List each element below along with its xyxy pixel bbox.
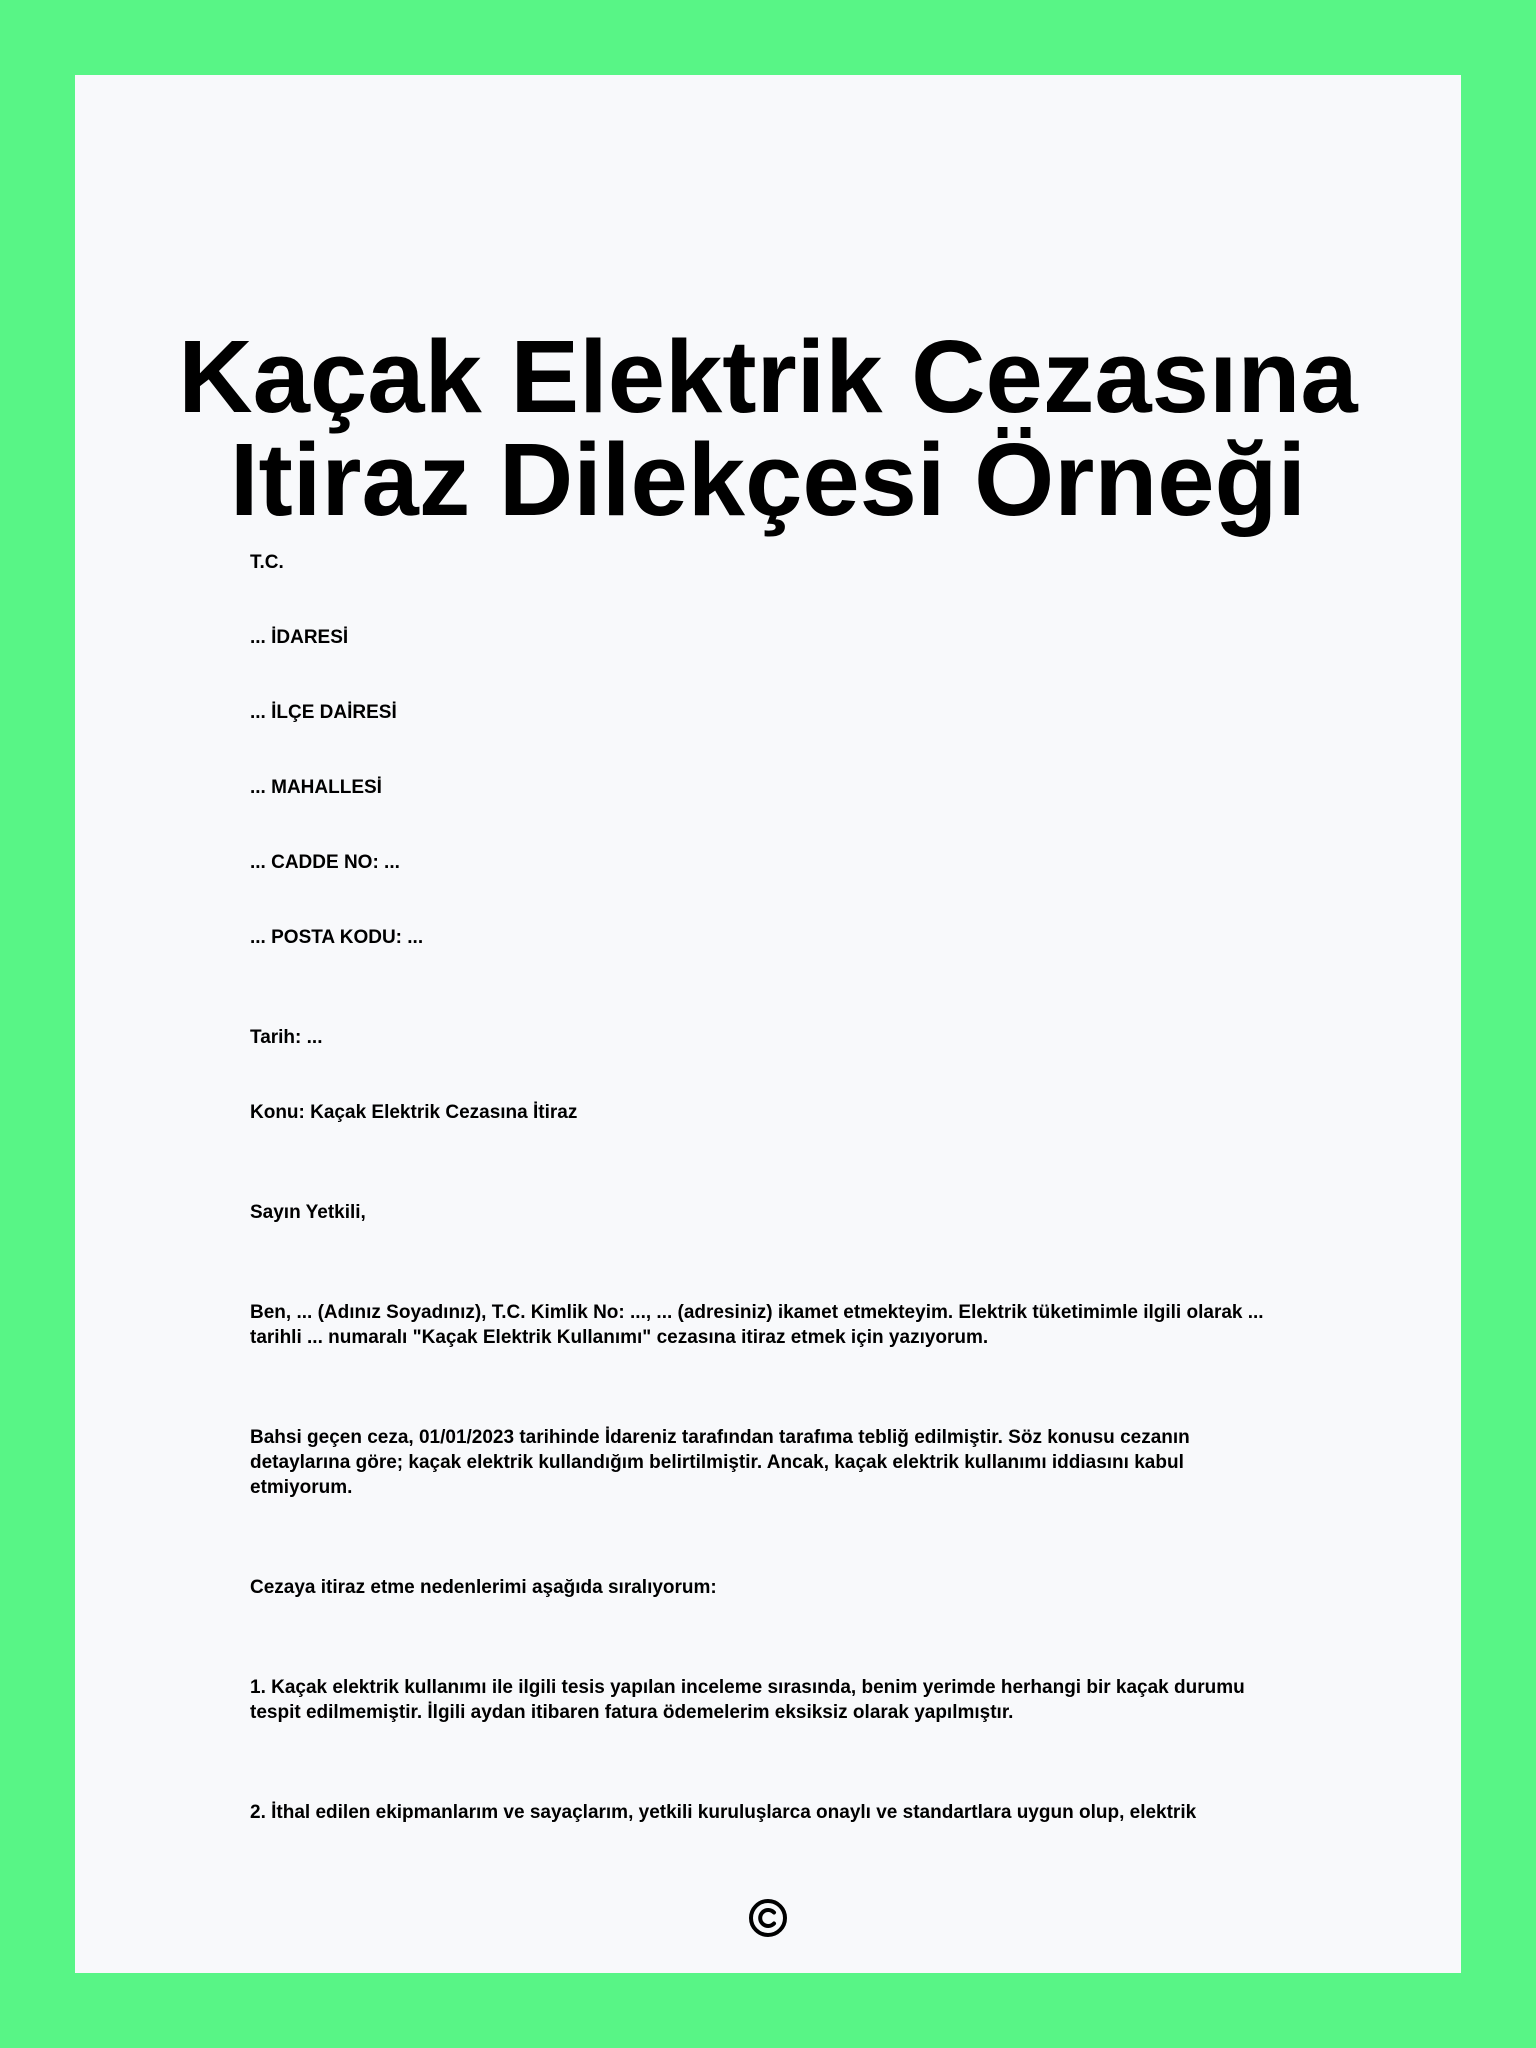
paragraph-reason-1: 1. Kaçak elektrik kullanımı ile ilgili tesis yapılan inceleme sırasında, benim yerimde herhangi bir kaçak durumu tespit edilmemiştir. İlgili aydan itibaren fatura ödemelerim eksiksiz olarak yapılmıştır. [250,1677,1245,1723]
document-page [75,75,1461,1973]
address-cadde: ... CADDE NO: ... [250,852,400,873]
address-idare: ... İDARESİ [250,627,349,648]
copyright-footer [75,1898,1461,1943]
paragraph-reasons-intro: Cezaya itiraz etme nedenlerimi aşağıda sıralıyorum: [250,1577,717,1598]
address-posta: ... POSTA KODU: ... [250,927,424,948]
salutation: Sayın Yetkili, [250,1202,366,1223]
document-title [75,319,1461,537]
paragraph-reason-2: 2. İthal edilen ekipmanlarım ve sayaçlarım, yetkili kuruluşlarca onaylı ve standartlara uygun olup, elektrik [250,1802,1197,1823]
address-tc: T.C. [250,552,284,573]
title-line-2: Itiraz Dilekçesi Örneği [229,422,1307,537]
subject-line: Konu: Kaçak Elektrik Cezasına İtiraz [250,1102,578,1123]
address-mahalle: ... MAHALLESİ [250,777,382,798]
paragraph-intro: Ben, ... (Adınız Soyadınız), T.C. Kimlik No: ..., ... (adresiniz) ikamet etmekteyim. Elektrik tüketimimle ilgili olarak ... tarihli ... numaralı "Kaçak Elektrik Kullanımı" cezasına itiraz etmek için yazıyorum. [250,1302,1264,1348]
copyright-icon [748,1898,788,1938]
title-line-1: Kaçak Elektrik Cezasına [178,319,1358,434]
date-line: Tarih: ... [250,1027,323,1048]
address-ilce: ... İLÇE DAİRESİ [250,702,397,723]
paragraph-penalty: Bahsi geçen ceza, 01/01/2023 tarihinde İdareniz tarafından tarafıma tebliğ edilmiştir. Söz konusu cezanın detaylarına göre; kaçak elektrik kullandığım belirtilmiştir. Ancak, kaçak elektrik kullanımı iddiasını kabul etmiyorum. [250,1427,1190,1498]
